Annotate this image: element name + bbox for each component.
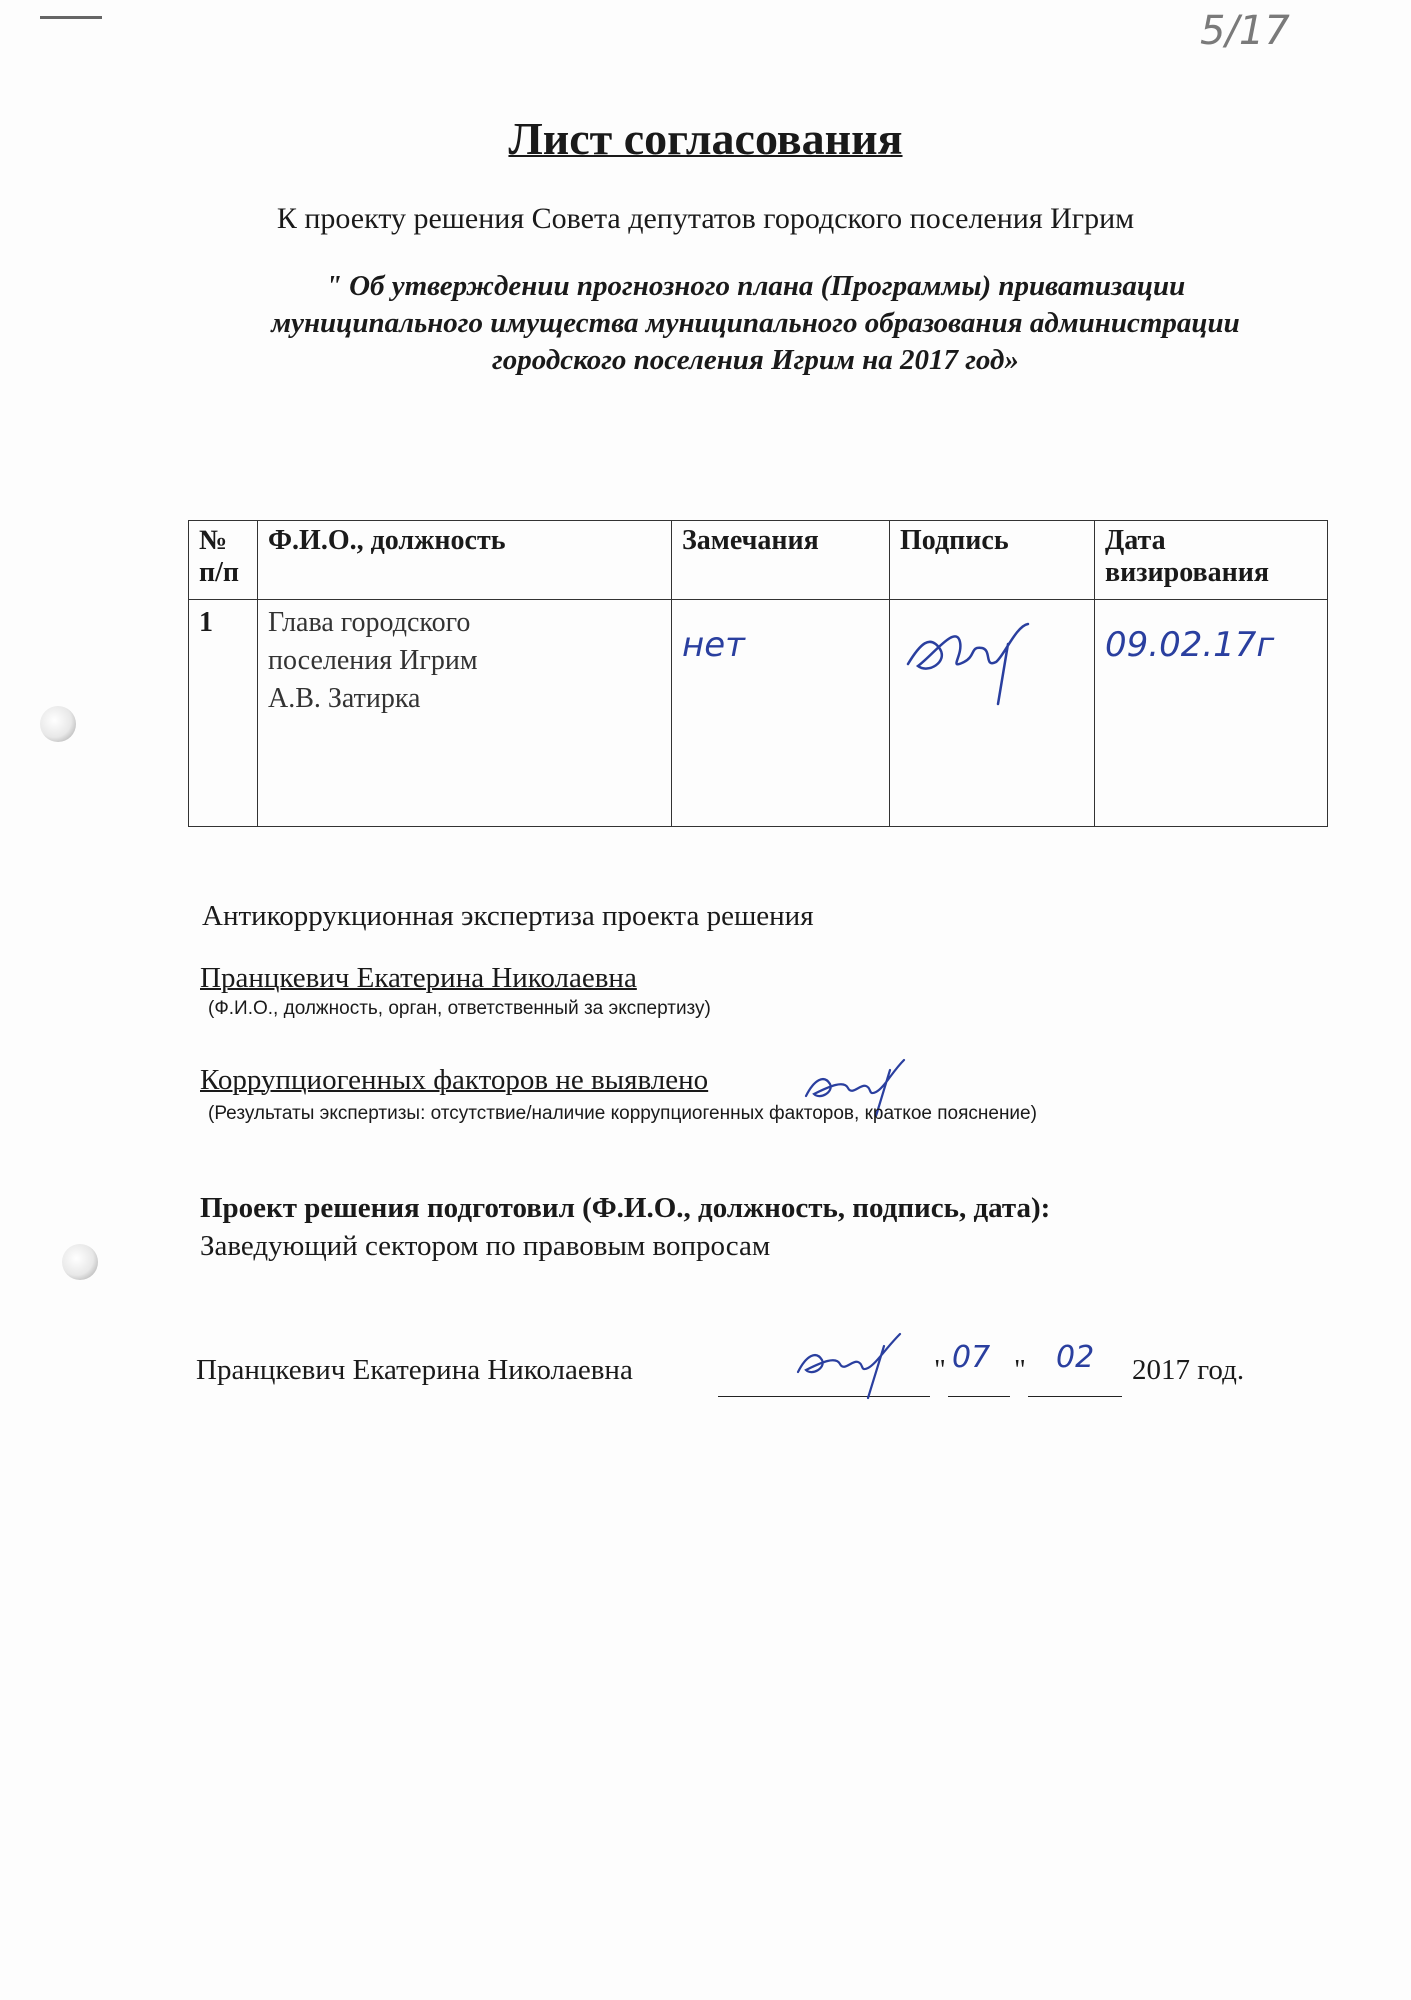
page-number: 5/17 <box>1200 8 1290 54</box>
header-name: Ф.И.О., должность <box>258 521 672 600</box>
header-date: Дата визирования <box>1095 521 1328 600</box>
prepared-name: Пранцкевич Екатерина Николаевна <box>196 1354 633 1386</box>
quote-open: " <box>934 1354 946 1386</box>
decision-line-3: городского поселения Игрим на 2017 год» <box>492 344 1019 376</box>
expert-name: Пранцкевич Екатерина Николаевна <box>200 962 637 994</box>
punch-hole-icon <box>62 1244 98 1280</box>
signature-icon <box>790 1322 910 1402</box>
decision-line-2: муниципального имущества муниципального образования администрации <box>271 307 1240 339</box>
row-date <box>1095 600 1328 827</box>
year-text: 2017 год. <box>1132 1354 1245 1386</box>
document-subtitle: К проекту решения Совета депутатов городского поселения Игрим <box>276 202 1135 235</box>
remarks-handwritten: нет <box>682 625 745 665</box>
result-hint: (Результаты экспертизы: отсутствие/наличие коррупциогенных факторов, краткое пояснение) <box>208 1103 1037 1124</box>
prepared-signature <box>790 1322 910 1411</box>
prepared-position: Заведующий сектором по правовым вопросам <box>200 1230 771 1262</box>
punch-hole-icon <box>40 706 76 742</box>
row-name <box>258 600 672 827</box>
date-handwritten: 09.02.17г <box>1105 625 1275 665</box>
page-title-text: Лист согласования <box>508 113 903 164</box>
header-signature: Подпись <box>890 521 1095 600</box>
quote-close: " <box>1014 1354 1026 1386</box>
anticorruption-heading: Антикоррукционная экспертиза проекта решения <box>202 900 814 932</box>
row-num: 1 <box>189 600 258 827</box>
expert-hint: (Ф.И.О., должность, орган, ответственный за экспертизу) <box>208 998 711 1019</box>
decision-title <box>200 268 1311 379</box>
table-row <box>189 600 1328 827</box>
approval-table <box>188 520 1328 827</box>
row-name-line-3: А.В. Затирка <box>268 683 421 714</box>
row-name-line-1: Глава городского <box>268 607 471 638</box>
row-name-line-2: поселения Игрим <box>268 645 478 676</box>
row-remarks <box>672 600 890 827</box>
page-title <box>0 112 1411 165</box>
table-header-row <box>189 521 1328 600</box>
prepared-heading: Проект решения подготовил (Ф.И.О., должность, подпись, дата): <box>200 1192 1051 1224</box>
month-handwritten: 02 <box>1056 1340 1095 1375</box>
decision-line-1: " Об утверждении прогнозного плана (Программы) приватизации <box>325 270 1186 302</box>
header-remarks: Замечания <box>672 521 890 600</box>
row-signature <box>890 600 1095 827</box>
day-handwritten: 07 <box>952 1340 991 1375</box>
top-edge-mark <box>40 16 102 19</box>
header-num: № п/п <box>189 521 258 600</box>
signature-icon <box>900 604 1040 714</box>
expertise-result: Коррупциогенных факторов не выявлено <box>200 1064 709 1096</box>
